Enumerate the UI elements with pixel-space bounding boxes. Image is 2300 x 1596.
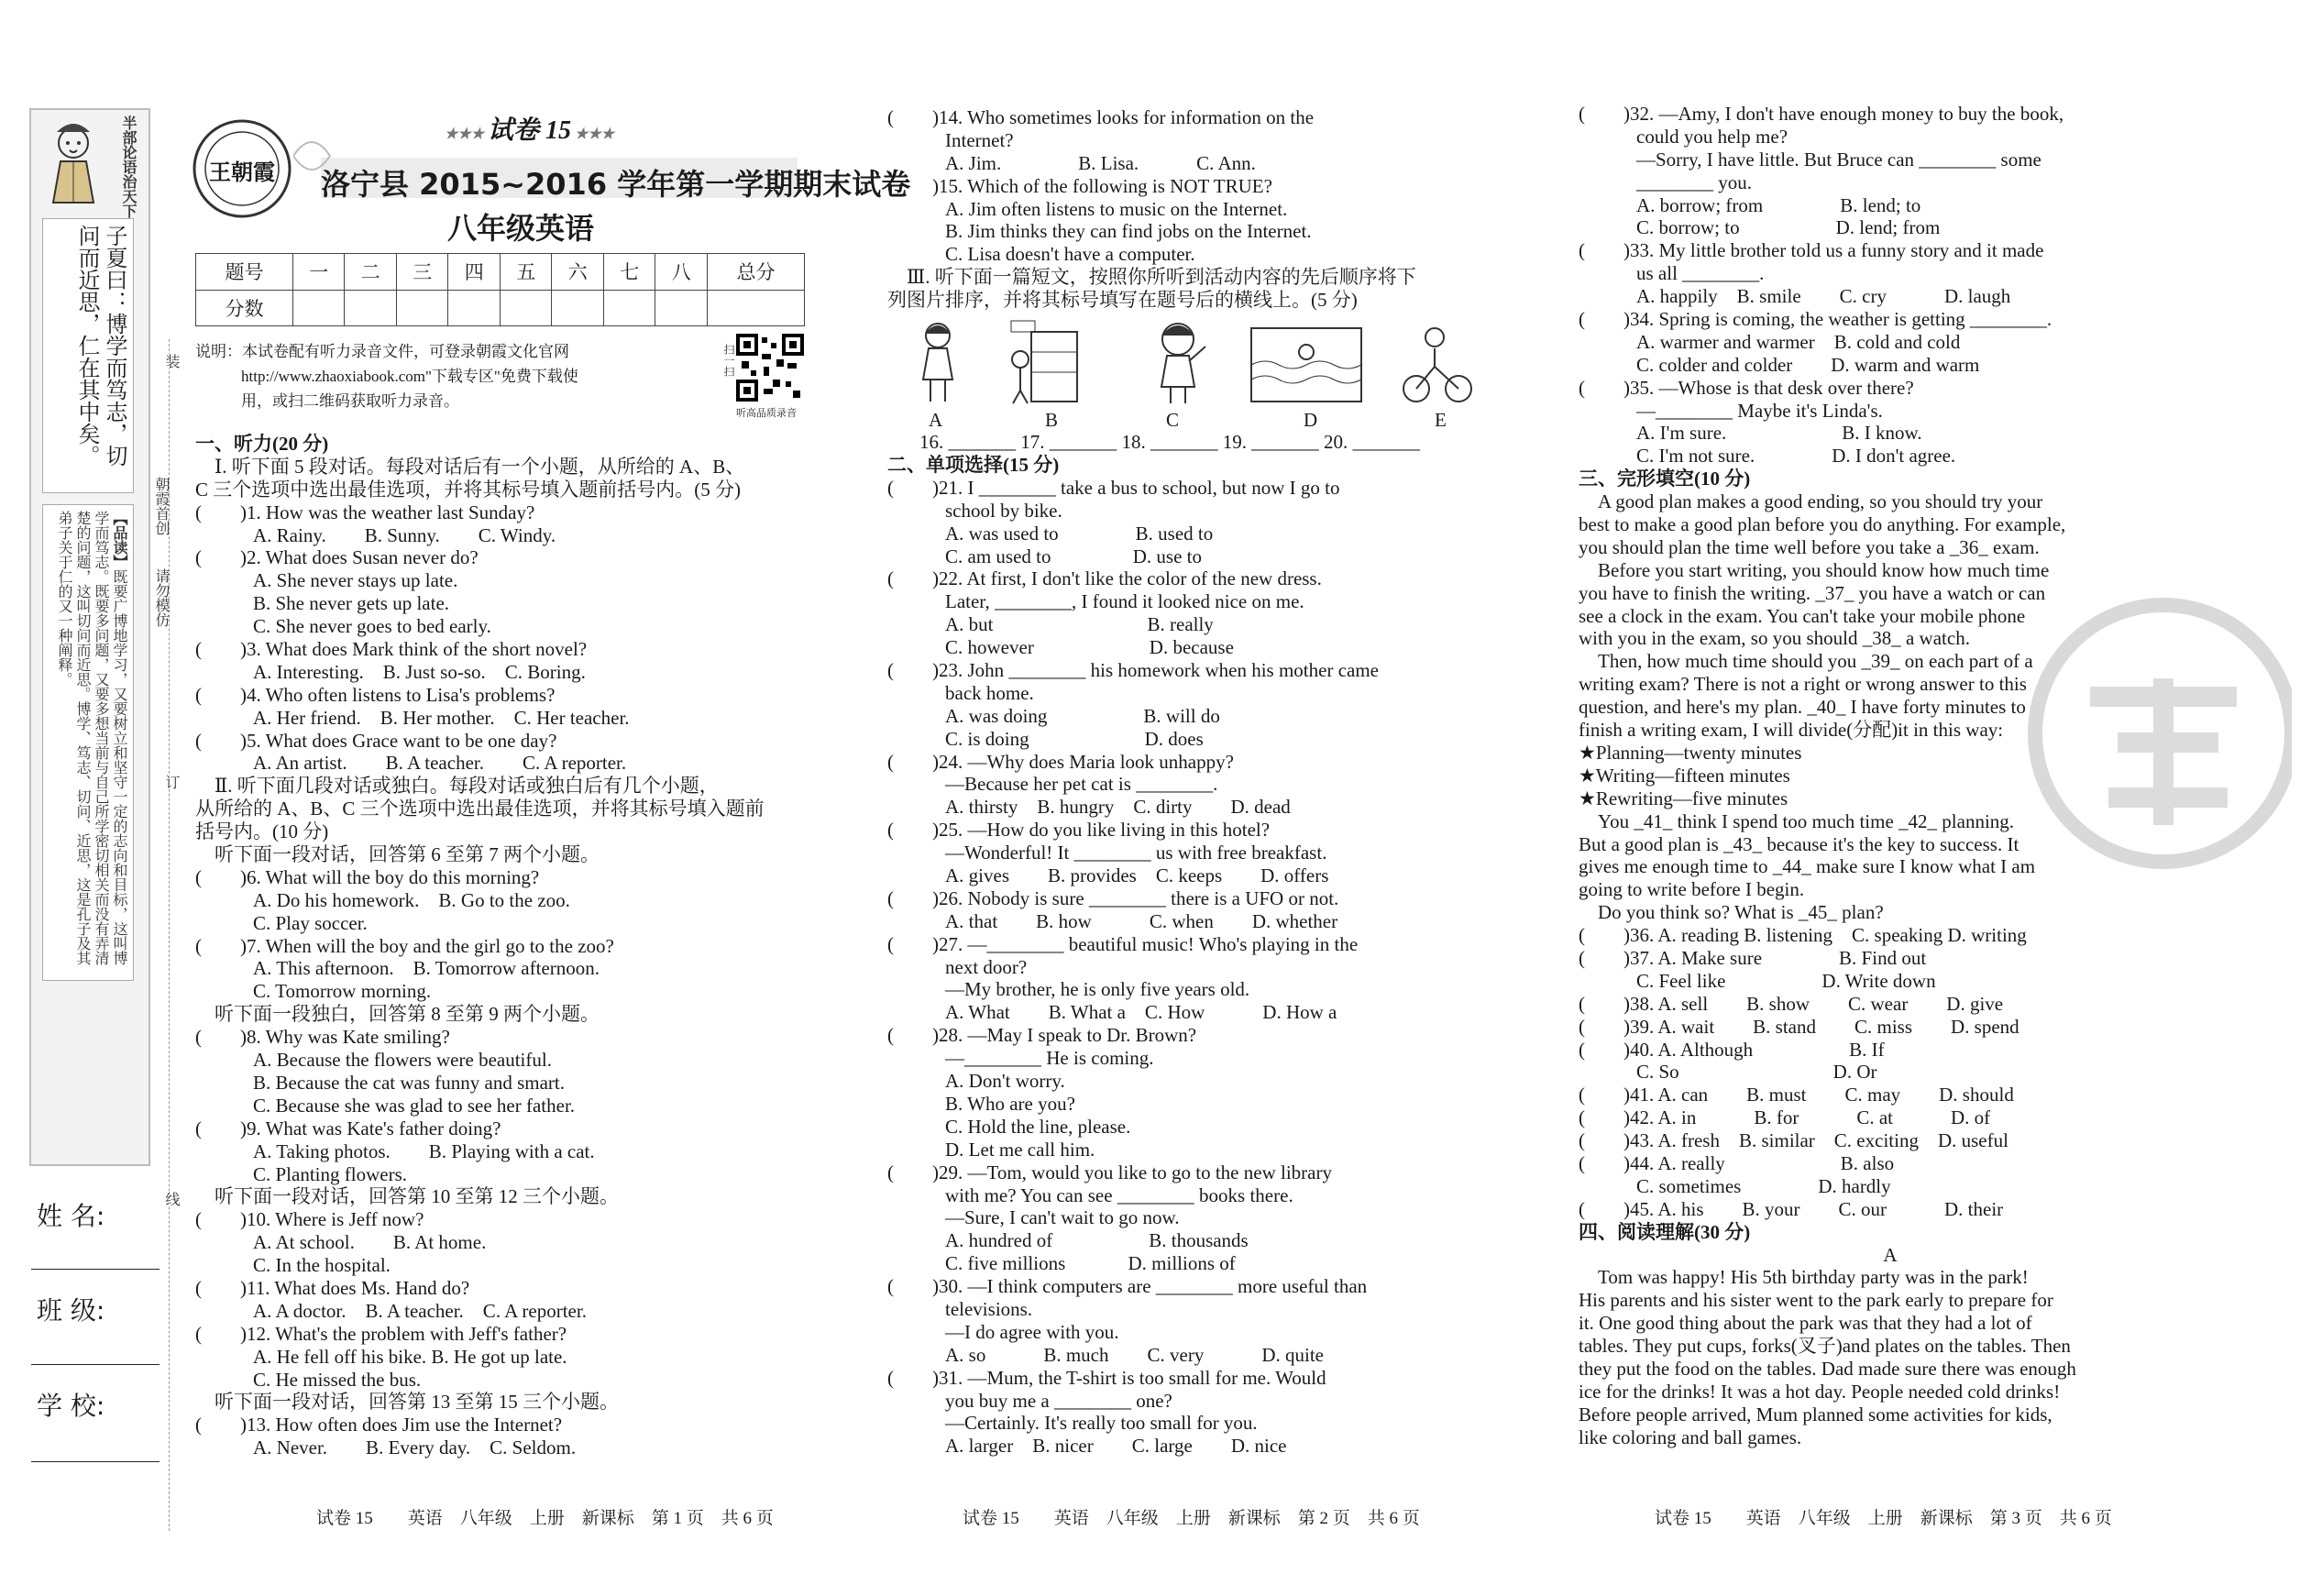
text-line: ( )39. A. wait B. stand C. miss D. spend	[1579, 1015, 2019, 1038]
text-line: A	[1883, 1243, 1898, 1266]
logo-text: 王朝霞	[209, 159, 275, 185]
left-info-strip	[29, 108, 150, 1166]
picture-label-d: D	[1304, 409, 1318, 431]
text-line: 二、单项选择(15 分)	[887, 454, 1060, 476]
text-line: 听下面一段对话，回答第 13 至第 15 三个小题。	[195, 1391, 619, 1414]
text-line: —Because her pet cat is ________.	[887, 773, 1218, 796]
text-line: Ⅲ. 听下面一篇短文，按照你所听到活动内容的先后顺序将下	[887, 266, 1416, 289]
text-line: ★Rewriting—five minutes	[1579, 787, 1788, 809]
text-line: ( )3. What does Mark think of the short novel?	[195, 638, 588, 661]
text-line: gives me enough time to _44_ make sure I know what I am	[1579, 855, 2036, 878]
pictures-row	[903, 315, 1490, 407]
text-line: could you help me?	[1579, 125, 1788, 148]
text-line: A. Jim. B. Lisa. C. Ann.	[887, 151, 1256, 174]
text-line: ( )25. —How do you like living in this hotel?	[887, 819, 1271, 842]
text-line: ( )34. Spring is coming, the weather is getting ________.	[1579, 308, 2052, 331]
text-line: ( )24. —Why does Maria look unhappy?	[887, 750, 1234, 773]
text-line: C. sometimes D. hardly	[1579, 1174, 1891, 1197]
text-line: with me? You can see ________ books there.	[887, 1183, 1293, 1206]
side-note-4: 订	[163, 775, 179, 789]
text-line: they put the food on the tables. Dad made sure there was enough	[1579, 1357, 2076, 1380]
text-line: Tom was happy! His 5th birthday party was in the park!	[1579, 1266, 2029, 1289]
text-line: ( )27. —________ beautiful music! Who's playing in the	[887, 932, 1359, 955]
text-line: C. Hold the line, please.	[887, 1115, 1131, 1138]
text-line: A. borrow; from B. lend; to	[1579, 193, 1921, 216]
confucius-figure-icon	[37, 116, 119, 207]
audio-note-line: 用，或扫二维码获取听力录音。	[241, 392, 459, 410]
score-cell: 题号	[196, 254, 293, 291]
footer-page-3: 试卷 15 英语 八年级 上册 新课标 第 3 页 共 6 页	[1655, 1509, 2112, 1528]
name-field[interactable]	[31, 1269, 160, 1270]
footer-page-1: 试卷 15 英语 八年级 上册 新课标 第 1 页 共 6 页	[316, 1509, 774, 1528]
text-line: ( )5. What does Grace want to be one day?	[195, 729, 557, 752]
name-label: 姓 名:	[37, 1201, 105, 1231]
picture-a-girl-icon	[923, 324, 952, 402]
text-line: A. Taking photos. B. Playing with a cat.	[195, 1139, 595, 1162]
text-line: 听下面一段独白，回答第 8 至第 9 两个小题。	[195, 1003, 600, 1026]
exam-number-text: 试卷 15	[488, 116, 572, 145]
text-line: C. I'm not sure. D. I don't agree.	[1579, 445, 1956, 468]
text-line: Before people arrived, Mum planned some activities for kids,	[1579, 1403, 2052, 1425]
text-line: with you in the exam, so you should _38_ a watch.	[1579, 627, 1970, 650]
text-line: ( )22. At first, I don't like the color of the new dress.	[887, 567, 1322, 590]
text-line: D. Let me call him.	[887, 1138, 1095, 1161]
text-line: Ⅰ. 听下面 5 段对话。每段对话后有一个小题，从所给的 A、B、	[195, 455, 745, 478]
text-line: His parents and his sister went to the park early to prepare for	[1579, 1289, 2053, 1312]
text-line: ice for the drinks! It was a hot day. People needed cold drinks!	[1579, 1380, 2061, 1403]
page3-column	[1579, 103, 2202, 1449]
text-line: —Sure, I can't wait to go now.	[887, 1206, 1180, 1229]
text-line: —Wonderful! It ________ us with free breakfast.	[887, 842, 1327, 864]
text-line: ( )9. What was Kate's father doing?	[195, 1117, 501, 1139]
score-cell: 总分	[707, 254, 804, 291]
text-line: C. He missed the bus.	[195, 1368, 422, 1391]
text-line: A. This afternoon. B. Tomorrow afternoon.	[195, 957, 600, 980]
strip-top-chars: 半部论语治天下	[120, 116, 136, 218]
text-line: C. Lisa doesn't have a computer.	[887, 243, 1195, 266]
text-line: C. five millions D. millions of	[887, 1252, 1236, 1275]
text-line: ( )38. A. sell B. show C. wear D. give	[1579, 992, 2004, 1015]
text-line: Then, how much time should you _39_ on each part of a	[1579, 650, 2033, 673]
text-line: ★Planning—twenty minutes	[1579, 741, 1802, 764]
score-input[interactable]	[707, 290, 804, 326]
text-line: best to make a good plan before you do anything. For example,	[1579, 513, 2066, 536]
star-decoration-left: ★★★	[445, 127, 489, 142]
text-line: C. So D. Or	[1579, 1061, 1877, 1084]
brand-logo	[191, 117, 293, 220]
picture-e-bike-icon	[1403, 328, 1471, 402]
text-line: A. Never. B. Every day. C. Seldom.	[195, 1436, 577, 1459]
text-line: ( )26. Nobody is sure ________ there is a UFO or not.	[887, 886, 1339, 909]
text-line: ( )15. Which of the following is NOT TRUE?	[887, 174, 1272, 197]
text-line: C. Tomorrow morning.	[195, 980, 432, 1003]
text-line: C. Because she was glad to see her father.	[195, 1094, 576, 1117]
text-line: tables. They put cups, forks(叉子)and plates on the tables. Then	[1579, 1335, 2071, 1358]
text-line: A. happily B. smile C. cry D. laugh	[1579, 285, 2011, 308]
text-line: —________ He is coming.	[887, 1047, 1154, 1070]
text-line: Before you start writing, you should know how much time	[1579, 558, 2050, 581]
text-line: ( )31. —Mum, the T-shirt is too small for me. Would	[887, 1366, 1326, 1389]
text-line: A. was used to B. used to	[887, 522, 1214, 545]
score-input[interactable]	[396, 290, 448, 326]
text-line: 听下面一段对话，回答第 10 至第 12 三个小题。	[195, 1185, 619, 1208]
text-line: see a clock in the exam. You can't take your mobile phone	[1579, 604, 2026, 627]
score-input[interactable]	[552, 290, 604, 326]
text-line: 括号内。(10 分)	[195, 820, 329, 843]
text-line: televisions.	[887, 1297, 1033, 1320]
picture-label-b: B	[1045, 409, 1059, 431]
text-line: A. thirsty B. hungry C. dirty D. dead	[887, 796, 1291, 819]
text-line: But a good plan is _43_ because it's the key to success. It	[1579, 832, 2019, 855]
text-line: —________ Maybe it's Linda's.	[1579, 399, 1883, 422]
text-line: A. Don't worry.	[887, 1070, 1065, 1093]
score-table-score-row	[196, 290, 805, 326]
school-field[interactable]	[31, 1461, 160, 1462]
text-line: writing exam? There is not a right or wrong answer to this	[1579, 673, 2027, 696]
text-line: ( )37. A. Make sure B. Find out	[1579, 946, 1927, 969]
text-line: A. I'm sure. B. I know.	[1579, 422, 1922, 445]
score-cell: 四	[448, 254, 501, 291]
text-line: A. so B. much C. very D. quite	[887, 1343, 1324, 1366]
side-note-2: 请勿模仿	[153, 568, 169, 627]
text-line: B. Because the cat was funny and smart.	[195, 1071, 565, 1094]
text-line: you have to finish the writing. _37_ you have a watch or can	[1579, 581, 2046, 604]
text-line: C. is doing D. does	[887, 727, 1204, 750]
text-line: school by bike.	[887, 499, 1062, 522]
score-input[interactable]	[448, 290, 501, 326]
score-input[interactable]	[292, 290, 345, 326]
picture-b-library-icon	[1011, 321, 1077, 403]
text-line: ( )28. —May I speak to Dr. Brown?	[887, 1024, 1197, 1047]
score-cell: 八	[655, 254, 708, 291]
text-line: 列图片排序，并将其标号填写在题号后的横线上。(5 分)	[887, 289, 1358, 312]
score-input[interactable]	[345, 290, 397, 326]
text-line: 一、听力(20 分)	[195, 433, 329, 455]
audio-note-line: 说明：本试卷配有听力录音文件，可登录朝霞文化官网	[195, 343, 569, 360]
text-line: B. Jim thinks they can find jobs on the Internet.	[887, 220, 1312, 243]
text-line: B. She never gets up late.	[195, 592, 450, 615]
score-table-header-row	[196, 254, 805, 291]
text-line: C 三个选项中选出最佳选项，并将其标号填入题前括号内。(5 分)	[195, 478, 741, 501]
text-line: 四、阅读理解(30 分)	[1579, 1220, 1751, 1243]
text-line: ( )2. What does Susan never do?	[195, 546, 479, 569]
text-line: A. Her friend. B. Her mother. C. Her teacher.	[195, 706, 630, 729]
text-line: A. Do his homework. B. Go to the zoo.	[195, 888, 570, 911]
text-line: ( )21. I ________ take a bus to school, but now I go to	[887, 476, 1340, 499]
score-cell: 七	[603, 254, 655, 291]
picture-answer-blanks[interactable]: 16. _______ 17. _______ 18. _______ 19. _______ 20. _______	[919, 431, 1420, 453]
text-line: you should plan the time well before you take a _36_ exam.	[1579, 535, 2040, 558]
text-line: You _41_ think I spend too much time _42_ planning.	[1579, 809, 2015, 832]
score-cell: 二	[345, 254, 397, 291]
text-line: —My brother, he is only five years old.	[887, 978, 1250, 1001]
text-line: A. What B. What a C. How D. How a	[887, 1001, 1337, 1024]
text-line: us all ________.	[1579, 262, 1765, 285]
picture-label-a: A	[929, 409, 943, 431]
text-line: A. was doing B. will do	[887, 704, 1220, 727]
page1-column	[195, 433, 819, 1459]
text-line: A. that B. how C. when D. whether	[887, 909, 1338, 932]
text-line: C. In the hospital.	[195, 1254, 391, 1277]
text-line: C. am used to D. use to	[887, 545, 1202, 567]
qr-side-label: 扫一扫	[722, 344, 735, 377]
side-note-3: 装	[163, 354, 179, 369]
strip-quote: 子夏曰：博学而笃志，切问而近思，仁在其中矣。	[42, 218, 134, 493]
score-cell: 一	[292, 254, 345, 291]
side-note-5: 线	[163, 1192, 179, 1206]
qr-code-icon[interactable]	[736, 334, 804, 402]
text-line: Later, ________, I found it looked nice on me.	[887, 590, 1304, 613]
text-line: next door?	[887, 955, 1028, 978]
text-line: A. An artist. B. A teacher. C. A reporter.	[195, 752, 627, 775]
text-line: A good plan makes a good ending, so you should try your	[1579, 490, 2043, 513]
subject-title: 八年级英语	[447, 211, 595, 246]
text-line: C. Planting flowers.	[195, 1162, 407, 1185]
text-line: like coloring and ball games.	[1579, 1425, 1802, 1448]
text-line: A. gives B. provides C. keeps D. offers	[887, 864, 1329, 887]
text-line: ( )6. What will the boy do this morning?	[195, 865, 540, 888]
text-line: ( )13. How often does Jim use the Internet?	[195, 1414, 563, 1436]
text-line: A. He fell off his bike. B. He got up late.	[195, 1345, 567, 1368]
text-line: Do you think so? What is _45_ plan?	[1579, 901, 1884, 924]
text-line: A. larger B. nicer C. large D. nice	[887, 1435, 1287, 1458]
score-input[interactable]	[500, 290, 552, 326]
class-field[interactable]	[31, 1364, 160, 1365]
text-line: it. One good thing about the park was that they had a lot of	[1579, 1312, 2032, 1335]
text-line: A. Rainy. B. Sunny. C. Windy.	[195, 523, 556, 546]
class-label: 班 级:	[37, 1295, 105, 1326]
score-cell: 三	[396, 254, 448, 291]
score-input[interactable]	[655, 290, 708, 326]
pindu-body: 既要广博地学习，又要树立和坚守一定的志向和目标，这叫博学而笃志。既要多问题，又要多想当前与自己所学密切相关而没有弄清楚的问题，这叫切问而近思。博学、笃志、切问、近思，这是孔子及其弟子关于仁的又一种阐释。	[56, 511, 127, 965]
text-line: ( )10. Where is Jeff now?	[195, 1208, 424, 1231]
text-line: A. but B. really	[887, 613, 1214, 636]
text-line: C. borrow; to D. lend; from	[1579, 216, 1941, 239]
text-line: ( )7. When will the boy and the girl go to the zoo?	[195, 934, 614, 957]
audio-note	[195, 339, 578, 413]
text-line: ( )35. —Whose is that desk over there?	[1579, 376, 1914, 399]
qr-caption: 听高品质录音	[736, 408, 797, 419]
text-line: 三、完形填空(10 分)	[1579, 468, 1751, 490]
text-line: —I do agree with you.	[887, 1320, 1119, 1343]
page2-top-column	[887, 106, 1520, 312]
score-table	[195, 253, 805, 326]
text-line: ( )40. A. Although B. If	[1579, 1038, 1885, 1061]
footer-page-2: 试卷 15 英语 八年级 上册 新课标 第 2 页 共 6 页	[963, 1509, 1420, 1528]
text-line: ( )32. —Amy, I don't have enough money to buy the book,	[1579, 103, 2064, 125]
text-line: 从所给的 A、B、C 三个选项中选出最佳选项，并将其标号填入题前	[195, 798, 765, 820]
text-line: A. hundred of B. thousands	[887, 1229, 1249, 1252]
text-line: you buy me a ________ one?	[887, 1389, 1172, 1412]
text-line: —Sorry, I have little. But Bruce can ________ some	[1579, 148, 2041, 171]
score-cell: 五	[500, 254, 552, 291]
text-line: A. Interesting. B. Just so-so. C. Boring.	[195, 660, 586, 683]
text-line: ( )4. Who often listens to Lisa's problems?	[195, 683, 556, 706]
text-line: ( )29. —Tom, would you like to go to the new library	[887, 1161, 1332, 1183]
score-input[interactable]	[603, 290, 655, 326]
text-line: ( )11. What does Ms. Hand do?	[195, 1276, 470, 1299]
text-line: ( )42. A. in B. for C. at D. of	[1579, 1106, 1991, 1129]
page2-column	[887, 454, 1520, 1458]
text-line: B. Who are you?	[887, 1092, 1075, 1115]
text-line: 听下面一段对话，回答第 6 至第 7 两个小题。	[195, 843, 600, 866]
text-line: ( )33. My little brother told us a funny story and it made	[1579, 239, 2044, 262]
pindu-text	[42, 504, 134, 981]
text-line: Ⅱ. 听下面几段对话或独白。每段对话或独白后有几个小题，	[195, 775, 719, 798]
text-line: finish a writing exam, I will divide(分配)it in this way:	[1579, 719, 2004, 742]
picture-d-pool-icon	[1251, 328, 1361, 402]
text-line: A. At school. B. At home.	[195, 1231, 487, 1254]
score-row-label: 分数	[196, 290, 293, 326]
text-line: ( )14. Who sometimes looks for information on the	[887, 106, 1315, 128]
text-line: ( )23. John ________ his homework when his mother came	[887, 659, 1380, 682]
side-note-1: 朝霞首创	[153, 477, 169, 535]
exam-number	[445, 110, 614, 147]
text-line: A. Because the flowers were beautiful.	[195, 1049, 552, 1072]
text-line: ( )12. What's the problem with Jeff's father?	[195, 1322, 567, 1345]
pindu-title: 【品读】	[111, 511, 127, 569]
text-line: A. warmer and warmer B. cold and cold	[1579, 330, 1961, 353]
audio-note-line: http://www.zhaoxiabook.com"下载专区"免费下载使	[241, 368, 578, 385]
text-line: A. She never stays up late.	[195, 569, 458, 592]
text-line: C. Feel like D. Write down	[1579, 969, 1936, 992]
text-line: ( )41. A. can B. must C. may D. should	[1579, 1084, 2014, 1106]
school-label: 学 校:	[37, 1391, 105, 1421]
text-line: going to write before I begin.	[1579, 878, 1805, 901]
text-line: back home.	[887, 681, 1034, 704]
text-line: C. She never goes to bed early.	[195, 615, 491, 638]
text-line: ( )36. A. reading B. listening C. speaking D. writing	[1579, 924, 2027, 947]
text-line: C. however D. because	[887, 636, 1234, 659]
text-line: A. A doctor. B. A teacher. C. A reporter.	[195, 1299, 587, 1322]
text-line: ( )30. —I think computers are ________ more useful than	[887, 1275, 1368, 1298]
text-line: ( )45. A. his B. your C. our D. their	[1579, 1197, 2004, 1220]
text-line: question, and here's my plan. _40_ I have forty minutes to	[1579, 696, 2026, 719]
star-decoration-right: ★★★	[571, 127, 615, 142]
text-line: ( )1. How was the weather last Sunday?	[195, 501, 535, 523]
text-line: —Certainly. It's really too small for you.	[887, 1412, 1258, 1435]
picture-label-c: C	[1166, 409, 1180, 431]
text-line: A. Jim often listens to music on the Internet.	[887, 197, 1288, 220]
text-line: ( )43. A. fresh B. similar C. exciting D. useful	[1579, 1129, 2008, 1152]
text-line: C. Play soccer.	[195, 911, 368, 934]
picture-c-girl-icon	[1161, 324, 1205, 403]
text-line: ( )8. Why was Kate smiling?	[195, 1026, 450, 1049]
text-line: C. colder and colder D. warm and warm	[1579, 353, 1980, 376]
text-line: ( )44. A. really B. also	[1579, 1151, 1895, 1174]
score-cell: 六	[552, 254, 604, 291]
picture-label-e: E	[1435, 409, 1447, 431]
text-line: ★Writing—fifteen minutes	[1579, 764, 1790, 787]
exam-title: 洛宁县 2015~2016 学年第一学期期末试卷	[321, 167, 911, 202]
text-line: ________ you.	[1579, 171, 1752, 193]
text-line: Internet?	[887, 128, 1014, 151]
